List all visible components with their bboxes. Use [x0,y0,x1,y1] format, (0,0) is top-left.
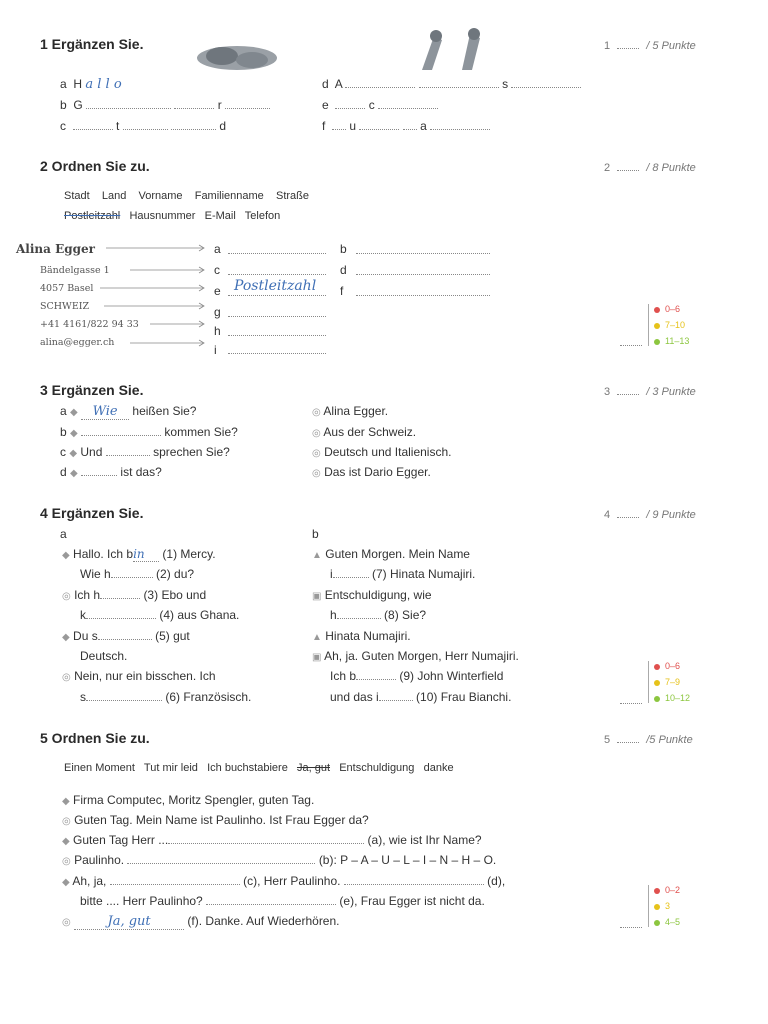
answer-blank[interactable] [378,98,438,109]
circle-bullet-icon: ◎ [312,407,321,418]
item-letter: d [322,77,329,91]
s1-item-e [322,98,438,112]
line-text: (4) aus Ghana. [159,608,240,622]
section-5-title: 5 Ordnen Sie zu. [40,730,150,746]
score-number: 1 [604,40,611,52]
answer-blank[interactable] [127,853,315,864]
circle-bullet-icon: ◎ [62,591,71,602]
s1-item-f [322,119,490,133]
answer-blank[interactable] [228,353,326,354]
s1-item-d [322,77,581,91]
answer-blank[interactable] [356,253,490,254]
legend-range: 0–6 [665,304,681,314]
legend-red [654,304,680,314]
line-text: (f). Danke. Auf Wiederhören. [187,914,340,928]
s4b-line-1 [312,547,470,561]
diamond-bullet-icon: ◆ [62,796,70,807]
s2-label-f: f [340,284,344,298]
line-text: Firma Computec, Moritz Spengler, guten Tag. [73,793,315,807]
triangle-bullet-icon: ▲ [312,550,322,561]
legend-range: 10–12 [665,693,691,703]
answer-blank[interactable] [356,274,490,275]
s4a-line-5 [62,629,190,643]
word-bank-item: Entschuldigung [339,762,415,774]
word-bank-item: Hausnummer [129,210,196,222]
word-bank-item: Vorname [138,190,183,202]
line-text: (5) gut [155,629,190,643]
line-text: i [330,567,333,581]
line-text: (6) Französisch. [165,690,252,704]
word-bank-item: Tut mir leid [143,762,198,774]
item-letter: f [322,119,326,133]
answer-blank[interactable] [228,335,326,336]
answer-blank[interactable] [225,98,270,109]
score-blank[interactable] [617,732,639,743]
legend-green [654,917,680,927]
circle-bullet-icon: ◎ [312,468,321,479]
answer-text: Deutsch und Italienisch. [324,445,452,459]
answer-blank[interactable] [86,690,162,701]
line-text: (7) Hinata Numajiri. [372,567,476,581]
s4a-line-7 [62,669,216,683]
s5-line-4 [62,853,496,867]
s2-label-a: a [214,242,221,256]
s4b-line-5 [312,629,411,643]
legend-red [654,661,680,671]
answer-text: Das ist Dario Egger. [324,465,431,479]
score-blank[interactable] [620,345,642,346]
question-prefix: Und [80,445,103,459]
triangle-bullet-icon: ▲ [312,632,322,643]
card-phone: +41 4161/822 94 33 [40,319,139,330]
score-blank[interactable] [617,160,639,171]
s4b-line-7 [330,669,503,683]
diamond-bullet-icon: ◆ [62,836,70,847]
s5-line-6 [80,894,485,908]
score-blank[interactable] [617,38,639,49]
answer-blank[interactable] [100,588,140,599]
circle-bullet-icon: ◎ [62,816,71,827]
line-text: (8) Sie? [384,608,427,622]
item-letter: a [60,77,67,91]
circle-bullet-icon: ◎ [312,448,321,459]
handwritten-answer[interactable]: a l l o [85,77,122,92]
card-email: alina@egger.ch [40,337,115,348]
answer-blank[interactable] [332,119,346,130]
score-blank[interactable] [620,703,642,704]
word-bank-item: Straße [275,190,309,202]
answer-blank[interactable] [228,253,326,254]
circle-bullet-icon: ◎ [62,672,71,683]
handwritten-answer[interactable]: Wie [81,404,129,420]
answer-blank[interactable] [345,77,415,88]
line-text: (c), Herr Paulinho. [243,874,341,888]
s4a-line-2 [80,567,194,581]
answer-blank[interactable] [335,98,365,109]
line-text: (1) Mercy. [162,547,216,561]
item-letter: c [60,445,66,459]
score-number: 5 [604,734,611,746]
score-label: / 8 Punkte [646,162,696,174]
s4b-line-3 [312,588,432,602]
line-text: und das i [330,690,379,704]
answer-blank[interactable] [228,274,326,275]
question-text: ist das? [120,465,162,479]
diamond-bullet-icon: ◆ [62,632,70,643]
item-letter-hint: s [502,77,509,91]
line-text: s [80,690,86,704]
item-letter-hint: A [334,77,343,91]
handwritten-answer[interactable]: Ja, gut [74,914,184,930]
red-dot-icon [654,307,660,313]
score-blank[interactable] [617,384,639,395]
diamond-bullet-icon: ◆ [70,428,78,439]
s3-answer-c [312,445,451,459]
section-5-score [604,732,693,746]
handwritten-answer[interactable]: in [133,547,159,562]
answer-blank[interactable] [228,316,326,317]
section-2-score [604,160,696,174]
item-letter-hint: r [217,98,222,112]
s4a-line-6: Deutsch. [80,649,128,663]
section-4-score [604,507,696,521]
answer-blank[interactable] [333,567,369,578]
line-text: (d), [487,874,506,888]
s5-line-2 [62,813,369,827]
section-3-title: 3 Ergänzen Sie. [40,382,144,398]
answer-blank[interactable] [337,608,381,619]
answer-blank[interactable] [81,465,117,476]
s2-label-i: i [214,343,217,357]
s4a-line-8 [80,690,251,704]
legend-bracket [648,885,649,927]
line-text: (2) du? [156,567,195,581]
s2-label-c: c [214,263,220,277]
answer-blank[interactable] [111,567,153,578]
line-text: Ich b [330,669,357,683]
score-number: 4 [604,509,611,521]
line-text: Wie h [80,567,111,581]
connector-arrows [0,0,210,360]
s4b-line-4 [330,608,426,622]
answer-blank[interactable] [356,669,396,680]
item-letter-hint: t [116,119,120,133]
word-bank-item: Familienname [194,190,264,202]
legend-bracket [648,661,649,703]
yellow-dot-icon [654,680,660,686]
score-label: / 3 Punkte [646,386,696,398]
green-dot-icon [654,339,660,345]
answer-blank[interactable] [430,119,490,130]
line-text: (9) John Winterfield [399,669,504,683]
column-b-label: b [312,527,319,541]
legend-range: 0–2 [665,885,681,895]
square-bullet-icon: ▣ [312,591,322,602]
item-letter: e [322,98,329,112]
line-text: Nein, nur ein bisschen. Ich [74,669,216,683]
s4b-line-8 [330,690,511,704]
legend-yellow [654,901,670,911]
s4b-line-2 [330,567,475,581]
legend-range: 7–9 [665,677,681,687]
item-letter: d [60,465,67,479]
line-text: Paulinho. [74,853,125,867]
line-text: Entschuldigung, wie [324,588,432,602]
legend-red [654,885,680,895]
answer-text: Aus der Schweiz. [323,425,417,439]
word-bank-item-crossed: Postleitzahl [64,210,121,222]
item-letter-hint: u [349,119,357,133]
answer-blank[interactable] [344,874,484,885]
card-name: Alina Egger [16,242,95,256]
word-bank-item: Land [101,190,127,202]
legend-green [654,336,689,346]
line-text: (3) Ebo und [143,588,207,602]
score-label: / 9 Punkte [646,509,696,521]
diamond-bullet-icon: ◆ [69,448,78,459]
legend-yellow [654,320,685,330]
line-text: Ah, ja, [72,874,107,888]
line-text: (b): P – A – U – L – I – N – H – O. [318,853,497,867]
word-bank-item: E-Mail [204,210,236,222]
item-letter-hint: c [368,98,375,112]
word-bank-item: Einen Moment [64,762,135,774]
diamond-bullet-icon: ◆ [70,468,78,479]
answer-blank[interactable] [98,629,152,640]
s2-label-g: g [214,305,221,319]
line-text: Hinata Numajiri. [325,629,411,643]
handwritten-answer[interactable]: Postleitzahl [234,278,317,294]
diamond-bullet-icon: ◆ [70,407,78,418]
s4a-line-1 [62,547,216,562]
section-1-title: 1 Ergänzen Sie. [40,36,144,52]
red-dot-icon [654,888,660,894]
s3-question-d [60,465,162,479]
circle-bullet-icon: ◎ [62,917,71,928]
line-text: (e), Frau Egger ist nicht da. [339,894,485,908]
line-text: Ich h [74,588,101,602]
column-a-label: a [60,527,67,541]
item-letter: b [60,98,67,112]
legend-range: 4–5 [665,917,681,927]
score-label: / 5 Punkte [646,40,696,52]
answer-blank[interactable] [359,119,399,130]
question-text: kommen Sie? [164,425,238,439]
s3-question-a [60,404,196,420]
item-letter: b [60,425,67,439]
score-number: 2 [604,162,611,174]
s2-label-b: b [340,242,347,256]
answer-blank[interactable] [168,833,364,844]
legend-bracket [648,304,649,346]
red-dot-icon [654,664,660,670]
legend-range: 3 [665,901,671,911]
legend-green [654,693,690,703]
item-letter: c [60,119,66,133]
legend-range: 7–10 [665,320,686,330]
answer-blank[interactable] [403,119,417,130]
question-text: heißen Sie? [132,404,197,418]
s3-answer-b [312,425,416,439]
word-bank-item: Stadt [64,190,90,202]
answer-blank[interactable] [511,77,581,88]
s2-label-e: e [214,284,221,298]
item-letter-hint: d [219,119,227,133]
s5-word-bank [64,762,454,774]
s5-line-7 [62,914,340,930]
answer-blank[interactable] [228,295,326,296]
answer-blank[interactable] [81,425,161,436]
line-text: Guten Morgen. Mein Name [325,547,470,561]
s4b-line-6 [312,649,519,663]
word-bank-item: Telefon [244,210,281,222]
diamond-bullet-icon: ◆ [62,550,70,561]
line-text: (10) Frau Bianchi. [416,690,512,704]
line-text: Ah, ja. Guten Morgen, Herr Numajiri. [324,649,519,663]
line-text: (a), wie ist Ihr Name? [367,833,482,847]
score-blank[interactable] [620,927,642,928]
answer-blank[interactable] [419,77,499,88]
s2-label-h: h [214,324,221,338]
line-text: bitte .... Herr Paulinho? [80,894,203,908]
item-letter: a [60,404,67,418]
yellow-dot-icon [654,904,660,910]
line-text: h [330,608,337,622]
yellow-dot-icon [654,323,660,329]
s4a-line-3 [62,588,206,602]
line-text: Guten Tag Herr ... [73,833,169,847]
green-dot-icon [654,696,660,702]
score-label: /5 Punkte [646,734,693,746]
section-2-title: 2 Ordnen Sie zu. [40,158,150,174]
answer-blank[interactable] [86,608,156,619]
s3-answer-d [312,465,431,479]
square-bullet-icon: ▣ [312,652,322,663]
section-1-score [604,38,696,52]
answer-blank[interactable] [110,874,240,885]
answer-blank[interactable] [356,295,490,296]
card-country: SCHWEIZ [40,301,90,312]
legend-yellow [654,677,680,687]
s3-answer-a [312,404,388,418]
diamond-bullet-icon: ◆ [62,877,70,888]
s4a-line-4 [80,608,239,622]
line-text: k [80,608,86,622]
word-bank-item: danke [423,762,454,774]
circle-bullet-icon: ◎ [62,856,71,867]
question-text: sprechen Sie? [153,445,230,459]
legend-range: 11–13 [665,336,690,346]
circle-bullet-icon: ◎ [312,428,321,439]
item-prefix: H [73,77,83,91]
answer-blank[interactable] [106,445,150,456]
section-3-score [604,384,696,398]
line-text: Du s [73,629,98,643]
card-city: 4057 Basel [40,283,94,294]
green-dot-icon [654,920,660,926]
answer-blank[interactable] [206,894,336,905]
item-letter-hint: a [420,119,427,133]
answer-blank[interactable] [379,690,413,701]
s3-question-b [60,425,238,439]
s2-label-d: d [340,263,347,277]
word-bank-item-crossed: Ja, gut [296,762,331,774]
waving-hands-image [412,26,492,74]
card-street: Bändelgasse 1 [40,265,110,276]
s5-line-1 [62,793,314,807]
score-blank[interactable] [617,507,639,518]
score-number: 3 [604,386,611,398]
answer-text: Alina Egger. [323,404,389,418]
item-letter-hint: G [73,98,83,112]
line-text: Guten Tag. Mein Name ist Paulinho. Ist Frau Egger da? [74,813,369,827]
word-bank-item: Ich buchstabiere [207,762,288,774]
line-text: Hallo. Ich b [73,547,134,561]
s5-line-5 [62,874,505,888]
section-4-title: 4 Ergänzen Sie. [40,505,144,521]
legend-range: 0–6 [665,661,681,671]
s3-question-c [60,445,230,459]
s5-line-3 [62,833,482,847]
